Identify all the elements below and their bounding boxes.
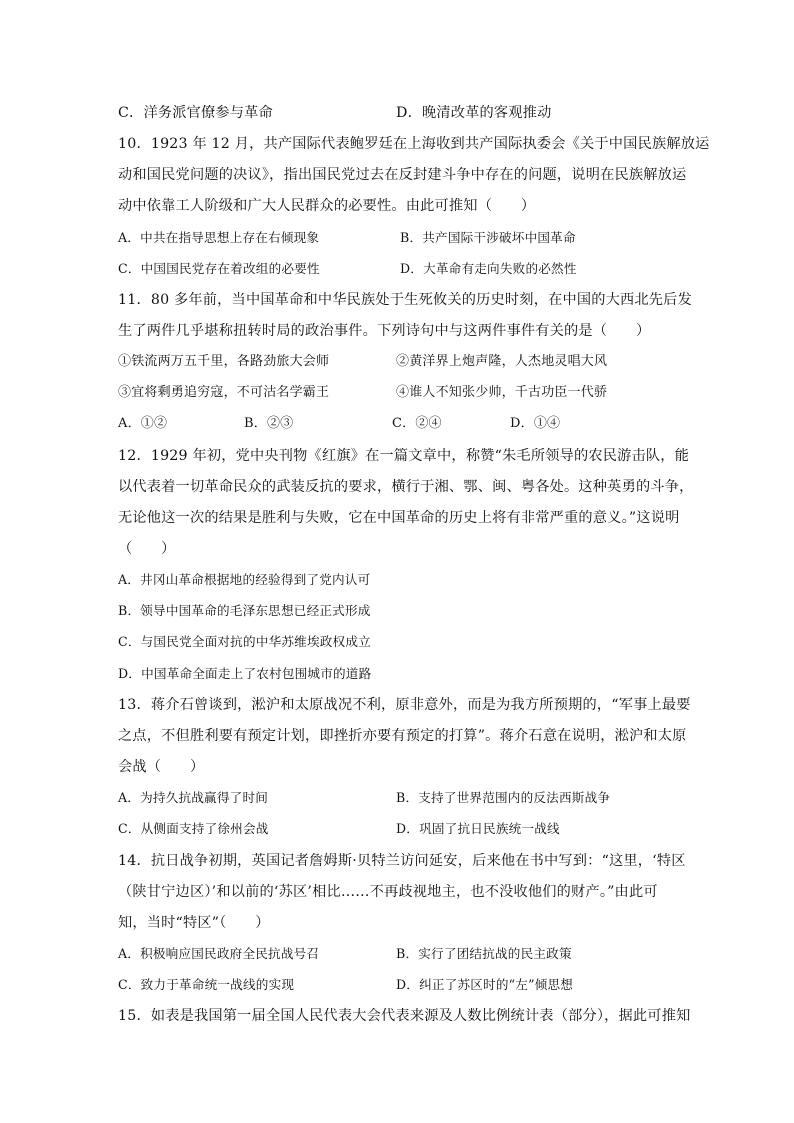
q11-options-row [118, 414, 561, 434]
q9-option-c[interactable]: C．洋务派官僚参与革命 [118, 105, 273, 121]
q12-option-a[interactable]: A．井冈山革命根据地的经验得到了党内认可 [118, 572, 371, 587]
q12-stem-line4: （ ） [118, 541, 176, 557]
q14-option-b[interactable]: B．实行了团结抗战的民主政策 [396, 946, 572, 961]
q13-stem-line1: 13．蒋介石曾谈到，淞沪和太原战况不利，原非意外，而是为我方所预期的，“军事上最要 [118, 697, 691, 713]
q11-poem-row2 [118, 383, 608, 403]
q11-poem-1: ①铁流两万五千里，各路劲旅大会师 [118, 354, 330, 369]
q15-stem-line1: 15．如表是我国第一届全国人民代表大会代表来源及人数比例统计表（部分），据此可推知 [118, 1008, 691, 1024]
q12-stem-line1: 12．1929 年初，党中央刊物《红旗》在一篇文章中，称赞“朱毛所领导的农民游击队，能 [118, 448, 690, 464]
q14-stem-line1: 14．抗日战争初期，英国记者詹姆斯·贝特兰访问延安，后来他在书中写到：“这里，‘特区 [118, 853, 686, 869]
q12-option-d[interactable]: D．中国革命全面走上了农村包围城市的道路 [118, 666, 372, 681]
q14-option-c[interactable]: C．致力于革命统一战线的实现 [118, 977, 295, 992]
q12-option-b[interactable]: B．领导中国革命的毛泽东思想已经正式形成 [118, 603, 371, 618]
q14-option-d[interactable]: D．纠正了苏区时的“左”倾思想 [396, 977, 574, 992]
q11-option-d[interactable]: D．①④ [510, 416, 561, 431]
q10-option-a[interactable]: A．中共在指导思想上存在右倾现象 [118, 230, 320, 245]
q10-option-c[interactable]: C．中国国民党存在着改组的必要性 [118, 261, 320, 276]
q14-stem-line2: （陕甘宁边区）’和以前的‘苏区’相比……不再歧视地主，也不没收他们的财产。”由此可 [118, 884, 658, 900]
q10-stem-line2: 动和国民党问题的决议》，指出国民党过去在反封建斗争中存在的问题，说明在民族解放运 [118, 167, 687, 183]
q11-option-b[interactable]: B．②③ [244, 416, 294, 431]
q11-poem-row1 [118, 352, 608, 372]
q10-option-b[interactable]: B．共产国际干涉破坏中国革命 [400, 230, 576, 245]
q13-option-c[interactable]: C．从侧面支持了徐州会战 [118, 821, 269, 836]
q11-stem-line1: 11．80 多年前，当中国革命和中华民族处于生死攸关的历史时刻，在中国的大西北先后发 [118, 292, 692, 308]
q10-option-d[interactable]: D．大革命有走向失败的必然性 [400, 261, 577, 276]
q9-option-d[interactable]: D．晚清改革的客观推动 [396, 105, 552, 121]
q11-option-c[interactable]: C．②④ [392, 416, 442, 431]
q10-stem-line3: 动中依靠工人阶级和广大人民群众的必要性。由此可推知（ ） [118, 198, 536, 214]
q10-options-row2 [118, 259, 577, 279]
q13-options-row1 [118, 788, 611, 808]
q14-option-a[interactable]: A．积极响应国民政府全民抗战号召 [118, 946, 320, 961]
q9-options-row [118, 103, 552, 123]
q11-poem-3: ③宜将剩勇追穷寇，不可沽名学霸王 [118, 385, 330, 400]
q13-option-a[interactable]: A．为持久抗战赢得了时间 [118, 790, 269, 805]
q11-poem-2: ②黄洋界上炮声隆，人杰地灵唱大风 [396, 354, 608, 369]
q12-option-c[interactable]: C．与国民党全面对抗的中华苏维埃政权成立 [118, 634, 371, 649]
q10-options-row1 [118, 228, 576, 248]
q13-options-row2 [118, 819, 560, 839]
q14-options-row1 [118, 944, 572, 964]
q11-poem-4: ④谁人不知张少帅，千古功臣一代骄 [396, 385, 608, 400]
q12-stem-line2: 以代表着一切革命民众的武装反抗的要求，横行于湘、鄂、闽、粤各处。这种英勇的斗争， [118, 479, 694, 495]
q11-option-a[interactable]: A．①② [118, 416, 168, 431]
q11-stem-line2: 生了两件几乎堪称扭转时局的政治事件。下列诗句中与这两件事件有关的是（ ） [118, 323, 651, 339]
q13-stem-line3: 会战（ ） [118, 759, 205, 775]
q13-option-d[interactable]: D．巩固了抗日民族统一战线 [396, 821, 560, 836]
q12-stem-line3: 无论他这一次的结果是胜利与失败，它在中国革命的历史上将有非常严重的意义。”这说明 [118, 510, 680, 526]
q10-stem-line1: 10．1923 年 12 月，共产国际代表鲍罗廷在上海收到共产国际执委会《关于中国民族解放运 [118, 136, 710, 152]
q14-options-row2 [118, 975, 574, 995]
q14-stem-line3: 知，当时“特区”（ ） [118, 915, 270, 931]
q13-stem-line2: 之点，不但胜利要有预定计划，即挫折亦要有预定的打算”。蒋介石意在说明，淞沪和太原 [118, 728, 687, 744]
q13-option-b[interactable]: B．支持了世界范围内的反法西斯战争 [396, 790, 611, 805]
